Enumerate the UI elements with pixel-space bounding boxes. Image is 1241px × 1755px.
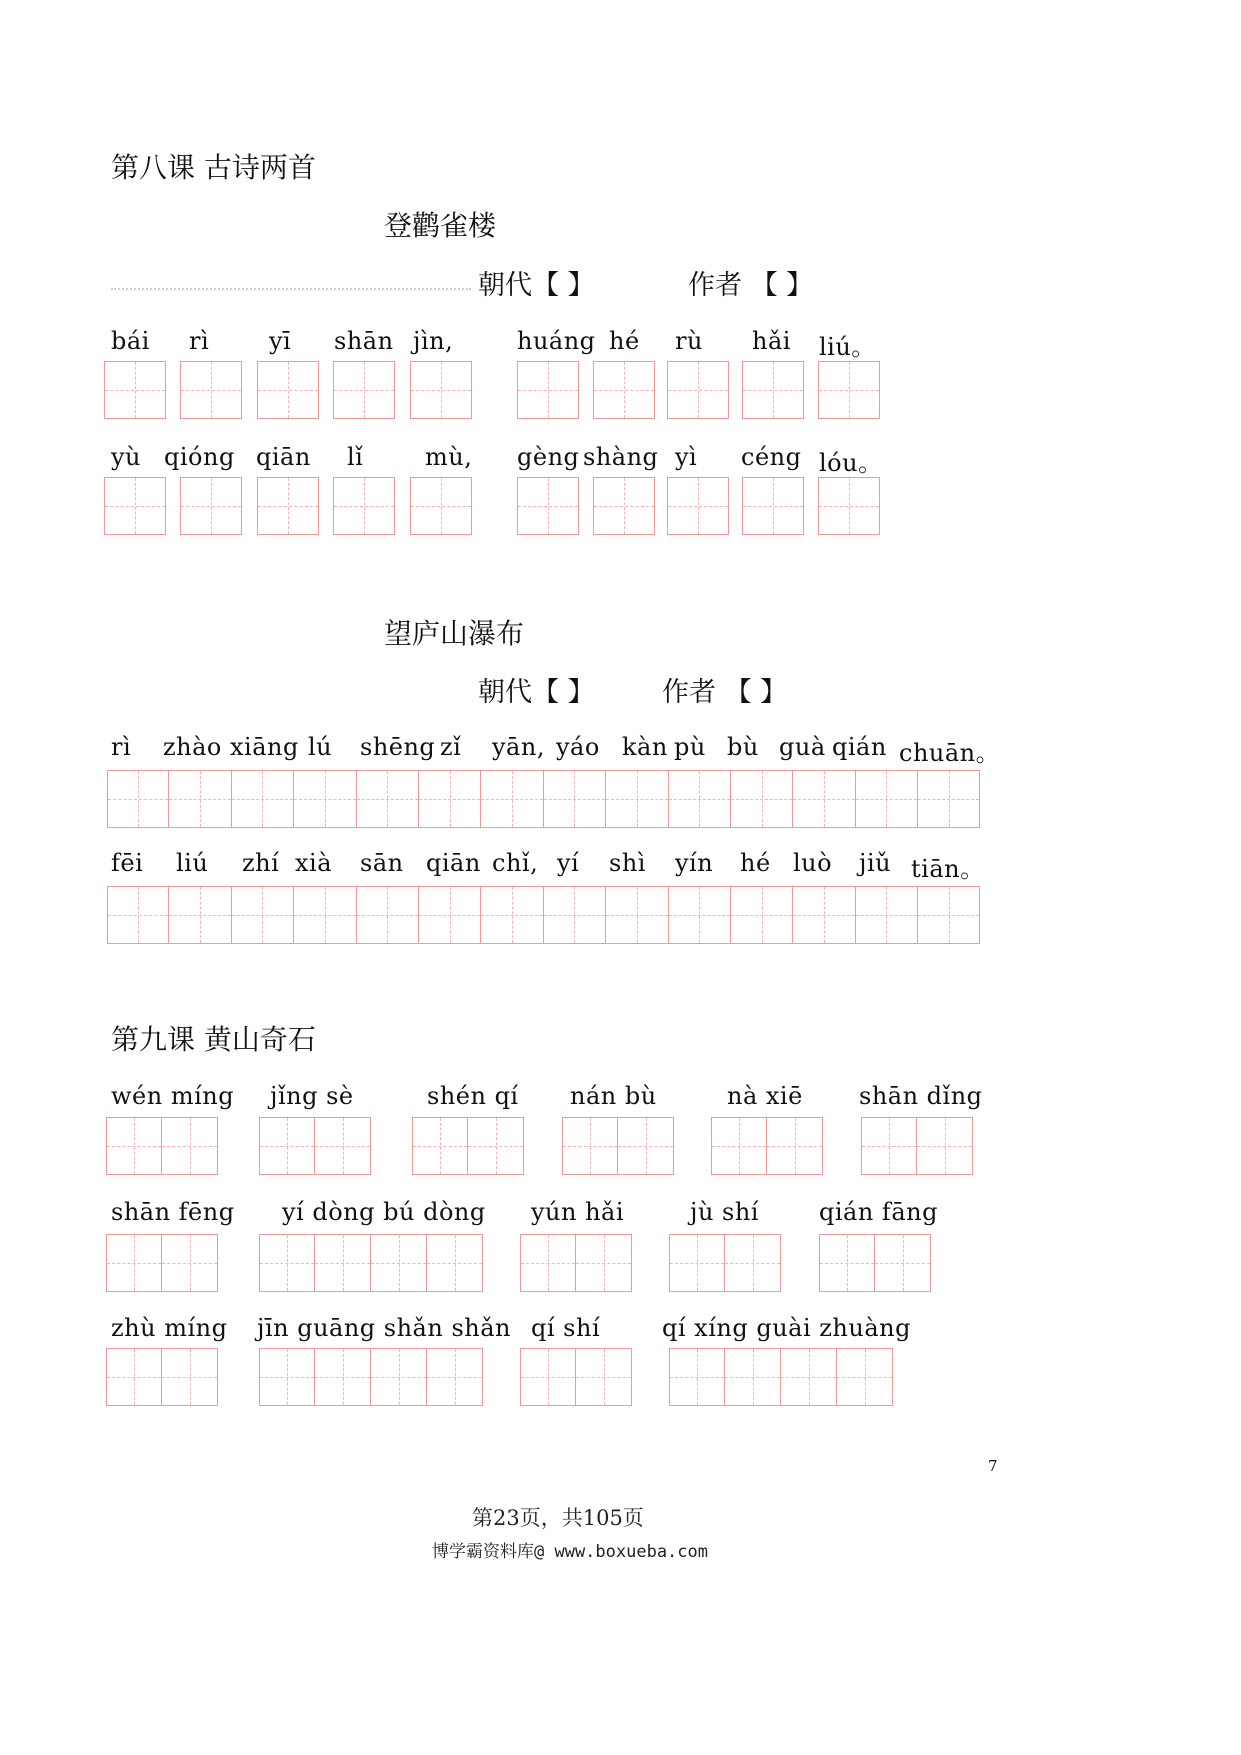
writing-grid[interactable]: [819, 1234, 931, 1292]
pinyin: gèng: [517, 443, 580, 471]
writing-grid[interactable]: [104, 477, 166, 535]
poem1-title: 登鹳雀楼: [384, 209, 497, 242]
writing-grid[interactable]: [412, 1117, 524, 1175]
pinyin: lǐ: [347, 443, 364, 471]
pinyin: qióng: [164, 443, 235, 471]
word-pinyin: shān fēng: [111, 1198, 235, 1226]
writing-grid[interactable]: [742, 477, 804, 535]
writing-grid[interactable]: [818, 361, 880, 419]
pinyin: zhào: [163, 733, 222, 761]
dotted-leader: [111, 288, 471, 290]
writing-grid[interactable]: [861, 1117, 973, 1175]
pinyin: tiān。: [911, 855, 985, 883]
writing-grid[interactable]: [667, 361, 729, 419]
word-pinyin: yún hǎi: [531, 1198, 625, 1226]
pinyin: huáng: [517, 327, 596, 355]
page-count: 第23页，共105页: [472, 1506, 644, 1530]
pinyin: mù,: [425, 443, 473, 471]
writing-grid[interactable]: [593, 477, 655, 535]
pinyin: zǐ: [440, 733, 462, 761]
word-pinyin: nán bù: [570, 1082, 657, 1110]
pinyin: yù: [111, 443, 142, 471]
word-pinyin: jù shí: [690, 1198, 759, 1226]
word-pinyin: jǐng sè: [270, 1082, 354, 1110]
writing-grid[interactable]: [333, 477, 395, 535]
pinyin: fēi: [111, 849, 144, 877]
pinyin: yī: [269, 327, 292, 355]
word-pinyin: wén míng: [111, 1082, 235, 1110]
writing-grid-row[interactable]: [107, 770, 980, 828]
pinyin: guà: [779, 733, 826, 761]
pinyin: hé: [740, 849, 771, 877]
pinyin: hé: [609, 327, 640, 355]
writing-grid[interactable]: [818, 477, 880, 535]
pinyin: luò: [793, 849, 833, 877]
lesson8-heading: 第八课 古诗两首: [111, 151, 316, 184]
writing-grid[interactable]: [180, 477, 242, 535]
pinyin: rì: [111, 733, 132, 761]
lesson9-heading: 第九课 黄山奇石: [111, 1023, 316, 1056]
writing-grid[interactable]: [742, 361, 804, 419]
writing-grid-row[interactable]: [107, 886, 980, 944]
word-pinyin: qí xíng guài zhuàng: [662, 1314, 911, 1342]
pinyin: rì: [189, 327, 210, 355]
pinyin: zhí: [242, 849, 280, 877]
pinyin: xià: [295, 849, 333, 877]
writing-grid[interactable]: [593, 361, 655, 419]
writing-grid[interactable]: [257, 361, 319, 419]
writing-grid[interactable]: [106, 1117, 218, 1175]
word-pinyin: zhù míng: [111, 1314, 228, 1342]
writing-grid[interactable]: [259, 1234, 483, 1292]
poem2-author-label: 作者 【 】: [662, 677, 788, 708]
pinyin: sān: [360, 849, 404, 877]
pinyin: yín: [675, 849, 714, 877]
pinyin: jìn,: [413, 327, 454, 355]
pinyin: pù: [674, 733, 706, 761]
pinyin: qiān: [426, 849, 481, 877]
pinyin: yí: [557, 849, 580, 877]
poem2-dynasty-label: 朝代【 】: [478, 677, 595, 708]
pinyin: shì: [609, 849, 646, 877]
pinyin: shēng: [360, 733, 436, 761]
word-pinyin: qián fāng: [819, 1198, 938, 1226]
pinyin: xiāng: [230, 733, 299, 761]
pinyin: liú。: [819, 333, 876, 361]
writing-grid[interactable]: [106, 1234, 218, 1292]
writing-grid[interactable]: [667, 477, 729, 535]
pinyin: céng: [741, 443, 802, 471]
writing-grid[interactable]: [259, 1117, 371, 1175]
word-pinyin: yí dòng bú dòng: [282, 1198, 486, 1226]
word-pinyin: nà xiē: [727, 1082, 803, 1110]
writing-grid[interactable]: [711, 1117, 823, 1175]
word-pinyin: shān dǐng: [859, 1082, 983, 1110]
pinyin: qián: [832, 733, 887, 761]
pinyin: chǐ,: [492, 849, 539, 877]
word-pinyin: jīn guāng shǎn shǎn: [257, 1314, 511, 1342]
writing-grid[interactable]: [180, 361, 242, 419]
pinyin: kàn: [622, 733, 668, 761]
writing-grid[interactable]: [333, 361, 395, 419]
writing-grid[interactable]: [106, 1348, 218, 1406]
pinyin: shān: [334, 327, 394, 355]
pinyin: qiān: [256, 443, 311, 471]
writing-grid[interactable]: [517, 477, 579, 535]
pinyin: lóu。: [819, 449, 883, 477]
writing-grid[interactable]: [520, 1348, 632, 1406]
writing-grid[interactable]: [517, 361, 579, 419]
writing-grid[interactable]: [259, 1348, 483, 1406]
word-pinyin: shén qí: [427, 1082, 519, 1110]
pinyin: liú: [176, 849, 209, 877]
pinyin: shàng: [583, 443, 659, 471]
writing-grid[interactable]: [104, 361, 166, 419]
writing-grid[interactable]: [669, 1234, 781, 1292]
pinyin: hǎi: [752, 327, 791, 355]
writing-grid[interactable]: [520, 1234, 632, 1292]
pinyin: jiǔ: [859, 849, 892, 877]
pinyin: bái: [111, 327, 150, 355]
writing-grid[interactable]: [410, 477, 472, 535]
page-number: 7: [988, 1457, 998, 1475]
writing-grid[interactable]: [562, 1117, 674, 1175]
pinyin: yáo: [556, 733, 600, 761]
pinyin: yān,: [492, 733, 545, 761]
pinyin: rù: [675, 327, 703, 355]
poem1-author-label: 作者 【 】: [688, 270, 814, 301]
pinyin: bù: [727, 733, 759, 761]
writing-grid[interactable]: [257, 477, 319, 535]
poem2-title: 望庐山瀑布: [384, 617, 525, 650]
writing-grid[interactable]: [410, 361, 472, 419]
pinyin: yì: [675, 443, 698, 471]
poem1-dynasty-label: 朝代【 】: [478, 270, 595, 301]
site-watermark: 博学霸资料库@ www.boxueba.com: [432, 1542, 708, 1562]
pinyin: chuān。: [899, 739, 1001, 767]
writing-grid[interactable]: [669, 1348, 893, 1406]
word-pinyin: qí shí: [531, 1314, 601, 1342]
pinyin: lú: [308, 733, 333, 761]
